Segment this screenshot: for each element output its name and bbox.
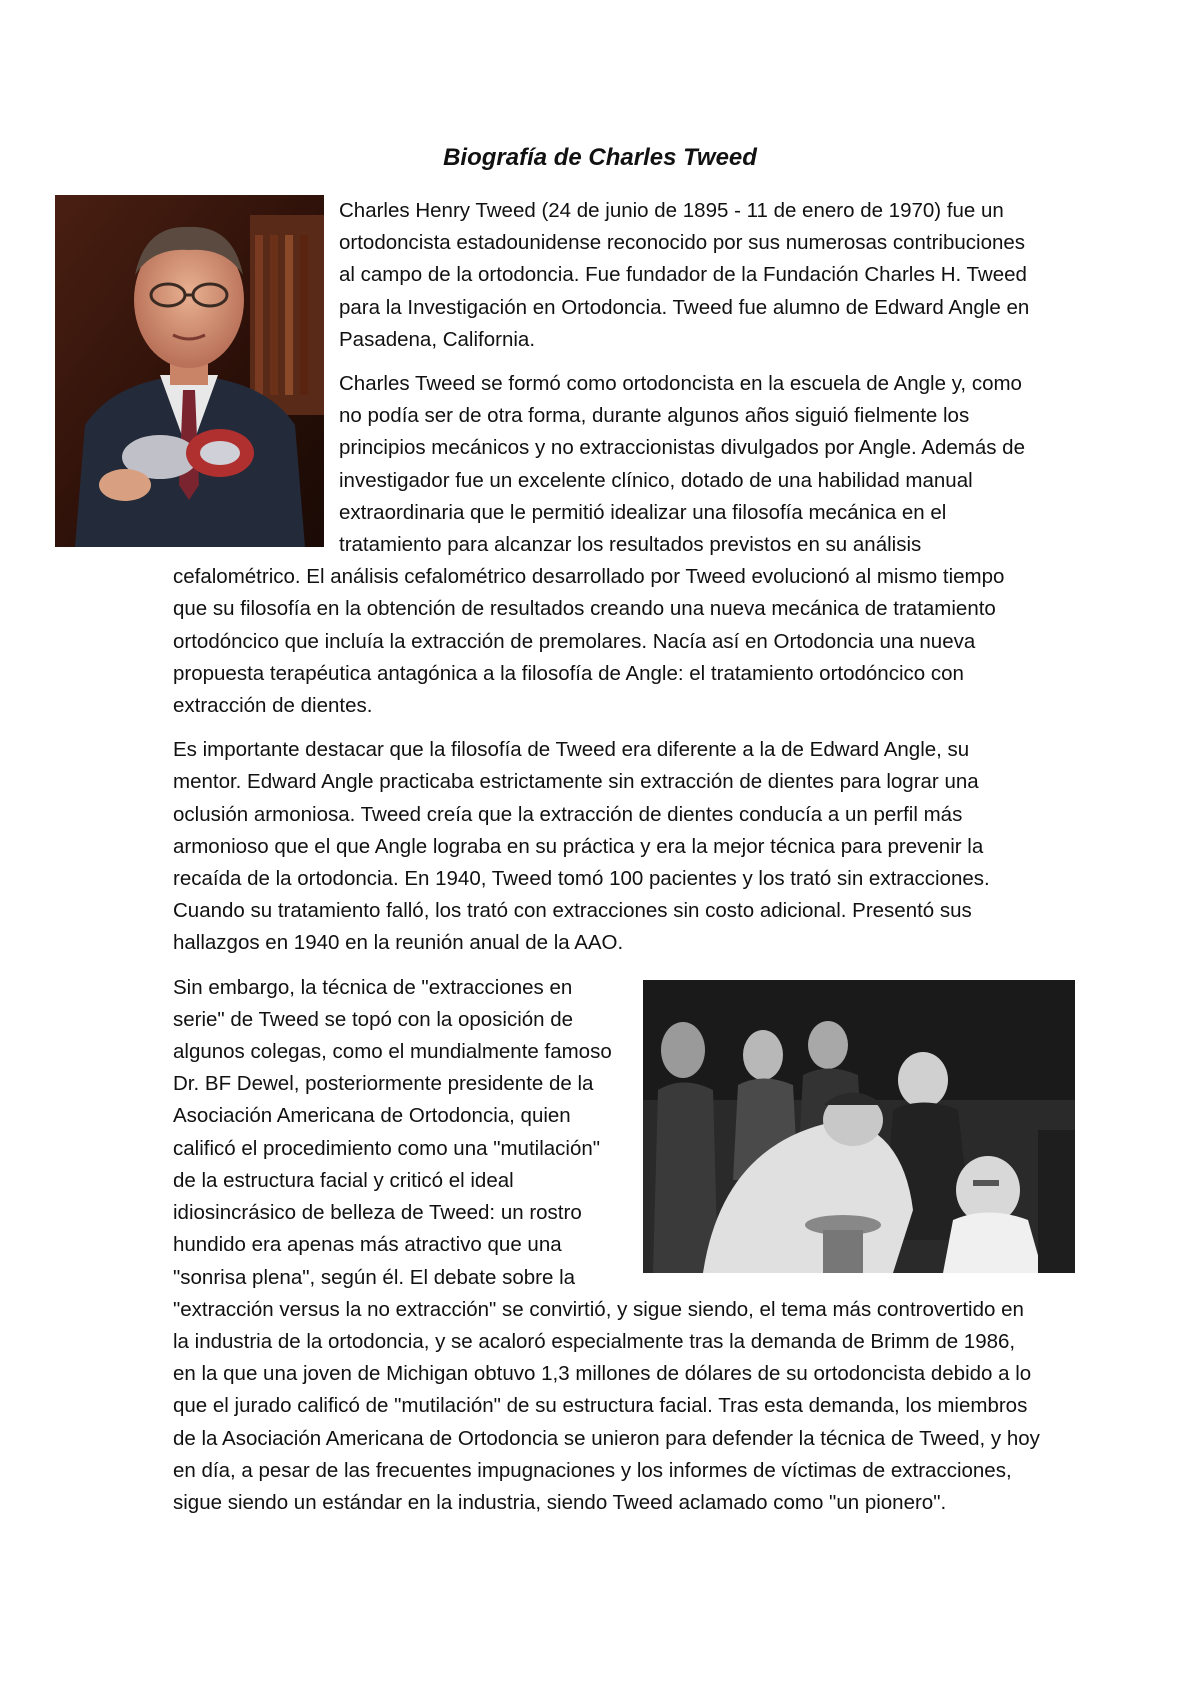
document-title: Biografía de Charles Tweed [443, 144, 757, 171]
paragraph: Es importante destacar que la filosofía de Tweed era diferente a la de Edward Angle, su mentor. Edward Angle practicaba estrictamente sin extracción de dientes para lograr una oclusión armoniosa. Tweed creía que la extracción de dientes conducía a un perfil más armonioso que el que Angle lograba en su práctica y era la mejor técnica para prevenir la recaída de la ortodoncia. En 1940, Tweed tomó 100 pacientes y los trató sin extracciones. Cuando su tratamiento falló, los trató con extracciones sin costo adicional. Presentó sus hallazgos en 1940 en la reunión anual de la AAO. [173, 738, 990, 955]
paragraph: Charles Henry Tweed (24 de junio de 1895 - 11 de enero de 1970) fue un ortodoncista estadounidense reconocido por sus numerosas contribuciones al campo de la ortodoncia. Fue fundador de la Fundación Charles H. Tweed para la Investigación en Ortodoncia. Tweed fue alumno de Edward Angle en Pasadena, California. [339, 199, 1030, 351]
portrait-charles-tweed [55, 195, 324, 547]
paragraph: Charles Tweed se formó como ortodoncista en la escuela de Angle y, como no podía ser de otra forma, durante algunos años siguió fielmente los principios mecánicos y no extraccionistas divulgados por Angle. Además de investigador fue un excelente clínico, dotado de una habilidad manual extraordinaria que le permitió idealizar una filosofía mecánica en el tratamiento para alcanzar los resultados previstos en su análisis cefalométrico. El análisis cefalométrico desarrollado por Tweed evolucionó al mismo tiempo que su filosofía en la obtención de resultados creando una nueva mecánica de tratamiento ortodóncico que incluía la extracción de premolares. Nacía así en Ortodoncia una nueva propuesta terapéutica antagónica a la filosofía de Angle: el tratamiento ortodóncico con extracción de dientes. [173, 372, 1025, 718]
paragraph: Sin embargo, la técnica de "extracciones en serie" de Tweed se topó con la oposición de algunos colegas, como el mundialmente famoso Dr. BF Dewel, posteriormente presidente de la Asociación Americana de Ortodoncia, quien calificó el procedimiento como una "mutilación" de la estructura facial y criticó el ideal idiosincrásico de belleza de Tweed: un rostro hundido era apenas más atractivo que una "sonrisa plena", según él. El debate sobre la "extracción versus la no extracción" se convirtió, y sigue siendo, el tema más controvertido en la industria de la ortodoncia, y se acaloró especialmente tras la demanda de Brimm de 1986, en la que una joven de Michigan obtuvo 1,3 millones de dólares de su ortodoncista debido a lo que el jurado calificó de "mutilación" de su estructura facial. Tras esta demanda, los miembros de la Asociación Americana de Ortodoncia se unieron para defender la técnica de Tweed, y hoy en día, a pesar de las frecuentes impugnaciones y los informes de víctimas de extracciones, sigue siendo un estándar en la industria, siendo Tweed aclamado como "un pionero". [173, 975, 1040, 1514]
group-photo-orthodontics [643, 980, 1075, 1273]
document-body [173, 195, 1043, 1531]
